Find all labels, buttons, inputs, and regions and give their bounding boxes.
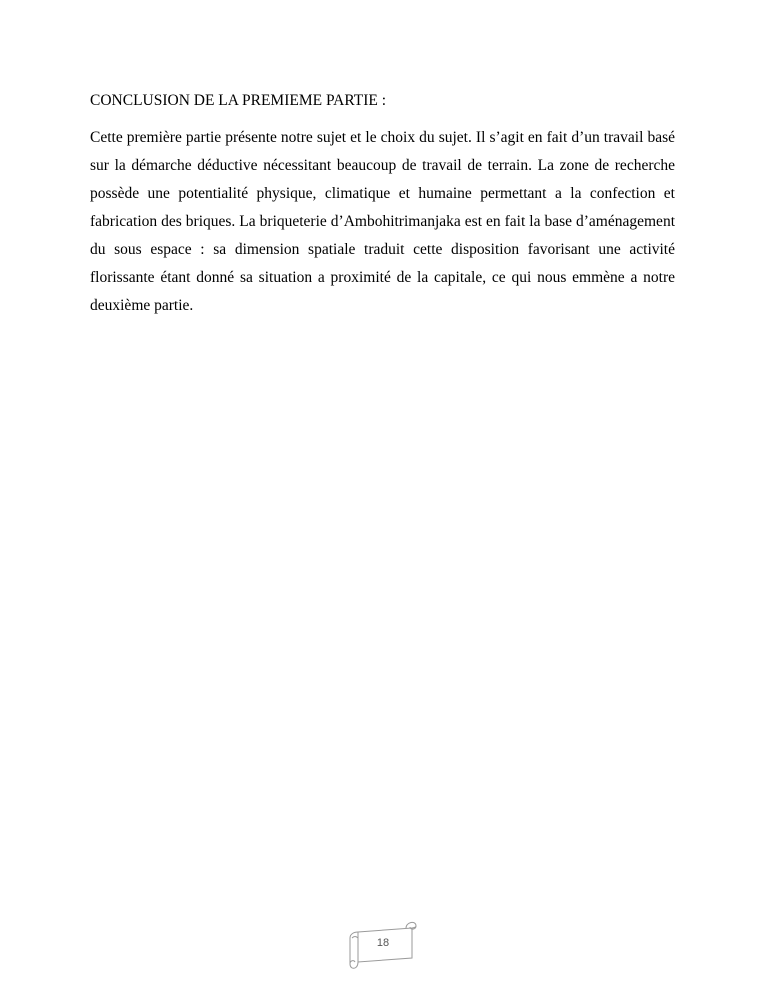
section-heading: CONCLUSION DE LA PREMIEME PARTIE : bbox=[90, 92, 387, 109]
page-number: 18 bbox=[376, 937, 390, 949]
conclusion-paragraph: Cette première partie présente notre sujet et le choix du sujet. Il s’agit en fait d’un travail basé sur la démarche déductive nécessitant beaucoup de travail de terrain. La zone de recherche possède une potentialité physique, climatique et humaine permettant a la confection et fabrication des briques. La briqueterie d’Ambohitrimanjaka est en fait la base d’aménagement du sous espace : sa dimension spatiale traduit cette disposition favorisant une activité florissante étant donné sa situation a proximité de la capitale, ce qui nous emmène a notre deuxième partie. bbox=[90, 129, 683, 314]
